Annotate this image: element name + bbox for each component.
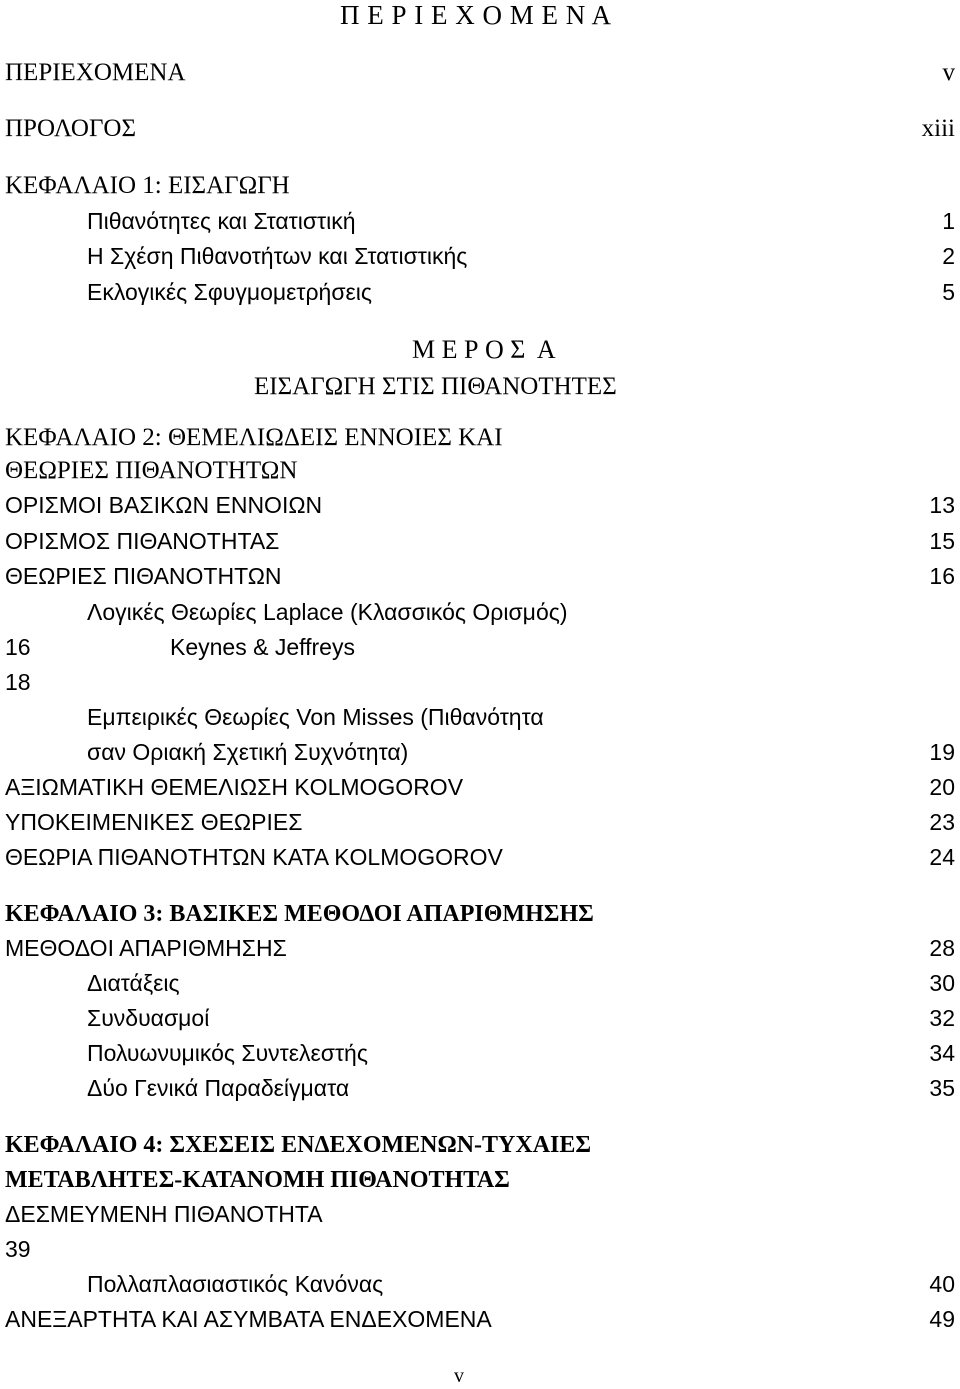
- toc-page: 13: [929, 492, 955, 518]
- toc-page: 20: [929, 774, 955, 800]
- toc-page: 16: [929, 563, 955, 589]
- toc-entry: Πολυωνυμικός Συντελεστής: [87, 1040, 368, 1066]
- toc-entry: Δύο Γενικά Παραδείγματα: [87, 1075, 350, 1101]
- toc-entry: ΟΡΙΣΜΟΣ ΠΙΘΑΝΟΤΗΤΑΣ: [5, 528, 280, 554]
- toc-entry: ΘΕΩΡΙΕΣ ΠΙΘΑΝΟΤΗΤΩΝ: [5, 563, 282, 589]
- page-title: Π Ε Ρ Ι Ε Χ Ο Μ Ε Ν Α: [340, 0, 612, 30]
- toc-entry: Διατάξεις: [87, 970, 180, 996]
- chapter-4-title-line2: ΜΕΤΑΒΛΗΤΕΣ-ΚΑΤΑΝΟΜΗ ΠΙΘΑΝΟΤΗΤΑΣ: [5, 1167, 510, 1193]
- toc-page-contents: v: [942, 59, 955, 86]
- toc-entry: Πολλαπλασιαστικός Κανόνας: [87, 1271, 384, 1297]
- chapter-2-title-line2: ΘΕΩΡΙΕΣ ΠΙΘΑΝΟΤΗΤΩΝ: [5, 457, 298, 484]
- toc-page: 40: [929, 1271, 955, 1297]
- toc-entry-contents: ΠΕΡΙΕΧΟΜΕΝΑ: [5, 59, 186, 86]
- toc-entry: Πιθανότητες και Στατιστική: [87, 208, 356, 234]
- toc-page: 2: [942, 243, 955, 269]
- toc-entry: ΘΕΩΡΙΑ ΠΙΘΑΝΟΤΗΤΩΝ ΚΑΤΑ KOLMOGOROV: [5, 844, 503, 870]
- part-a-title: Μ Ε Ρ Ο Σ Α: [412, 335, 556, 364]
- footer-page-number: v: [454, 1365, 464, 1387]
- toc-page: 39: [5, 1236, 31, 1262]
- chapter-3-title: ΚΕΦΑΛΑΙΟ 3: ΒΑΣΙΚΕΣ ΜΕΘΟΔΟΙ ΑΠΑΡΙΘΜΗΣΗΣ: [5, 901, 594, 927]
- toc-entry: ΥΠΟΚΕΙΜΕΝΙΚΕΣ ΘΕΩΡΙΕΣ: [5, 809, 303, 835]
- toc-entry: ΜΕΘΟΔΟΙ ΑΠΑΡΙΘΜΗΣΗΣ: [5, 935, 287, 961]
- toc-entry: ΑΞΙΩΜΑΤΙΚΗ ΘΕΜΕΛΙΩΣΗ KOLMOGOROV: [5, 774, 464, 800]
- toc-page: 5: [942, 279, 955, 305]
- toc-entry: ΔΕΣΜΕΥΜΕΝΗ ΠΙΘΑΝΟΤΗΤΑ: [5, 1201, 323, 1227]
- toc-entry-continued: σαν Οριακή Σχετική Συχνότητα): [87, 739, 409, 765]
- toc-entry: Η Σχέση Πιθανοτήτων και Στατιστικής: [87, 243, 468, 269]
- toc-page: 18: [5, 669, 31, 695]
- toc-page: 24: [929, 844, 955, 870]
- toc-page: 32: [929, 1005, 955, 1031]
- toc-entry: Λογικές Θεωρίες Laplace (Κλασσικός Ορισμός): [87, 599, 568, 625]
- toc-entry: Εκλογικές Σφυγμομετρήσεις: [87, 279, 372, 305]
- chapter-2-title-line1: ΚΕΦΑΛΑΙΟ 2: ΘΕΜΕΛΙΩΔΕΙΣ ΕΝΝΟΙΕΣ ΚΑΙ: [5, 424, 503, 451]
- toc-page: 16: [5, 634, 31, 660]
- part-a-subtitle: ΕΙΣΑΓΩΓΗ ΣΤΙΣ ΠΙΘΑΝΟΤΗΤΕΣ: [254, 373, 617, 400]
- toc-entry: Keynes & Jeffreys: [170, 634, 355, 660]
- toc-page: 35: [929, 1075, 955, 1101]
- toc-page: 49: [929, 1306, 955, 1332]
- toc-page: 15: [929, 528, 955, 554]
- chapter-4-title-line1: ΚΕΦΑΛΑΙΟ 4: ΣΧΕΣΕΙΣ ΕΝΔΕΧΟΜΕΝΩΝ-ΤΥΧΑΙΕΣ: [5, 1132, 592, 1158]
- toc-page: 23: [929, 809, 955, 835]
- toc-entry: ΑΝΕΞΑΡΤΗΤΑ ΚΑΙ ΑΣΥΜΒΑΤΑ ΕΝΔΕΧΟΜΕΝΑ: [5, 1306, 492, 1332]
- toc-page-preface: xiii: [921, 115, 955, 142]
- toc-page: 19: [929, 739, 955, 765]
- toc-page: 30: [929, 970, 955, 996]
- toc-page: 34: [929, 1040, 955, 1066]
- chapter-1-title: ΚΕΦΑΛΑΙΟ 1: ΕΙΣΑΓΩΓΗ: [5, 172, 290, 199]
- toc-page: 1: [942, 208, 955, 234]
- toc-entry: Συνδυασμοί: [87, 1005, 210, 1031]
- toc-page: 28: [929, 935, 955, 961]
- toc-entry-preface: ΠΡΟΛΟΓΟΣ: [5, 115, 137, 142]
- toc-entry: ΟΡΙΣΜΟΙ ΒΑΣΙΚΩΝ ΕΝΝΟΙΩΝ: [5, 492, 323, 518]
- toc-entry: Εμπειρικές Θεωρίες Von Misses (Πιθανότητα: [87, 704, 544, 730]
